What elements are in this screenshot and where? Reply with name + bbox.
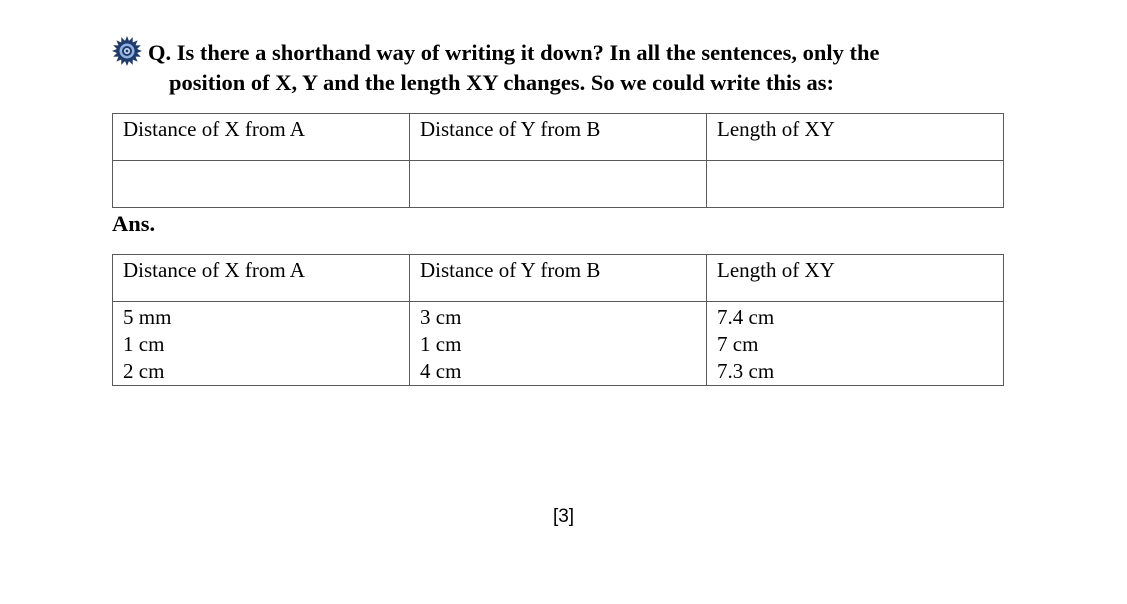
- distance-x-value: 2 cm: [123, 359, 165, 383]
- blank-answer-table: [112, 113, 1004, 208]
- table-row: [113, 302, 1004, 386]
- distance-x-value: 1 cm: [123, 332, 165, 356]
- distance-y-value: 1 cm: [420, 332, 462, 356]
- distance-x-value: 5 mm: [123, 305, 172, 329]
- header-distance-x: Distance of X from A: [113, 255, 410, 302]
- header-distance-x: Distance of X from A: [113, 114, 410, 161]
- distance-y-value: 3 cm: [420, 305, 462, 329]
- table-header-row: [113, 114, 1004, 161]
- blank-cell: [410, 161, 707, 208]
- distance-y-value: 4 cm: [420, 359, 462, 383]
- gear-flower-icon: [112, 36, 142, 66]
- table-header-row: [113, 255, 1004, 302]
- distance-y-values-cell: [410, 302, 707, 386]
- blank-cell: [113, 161, 410, 208]
- question-line-2: position of X, Y and the length XY changes. So we could write this as:: [169, 70, 835, 95]
- length-xy-value: 7.3 cm: [717, 359, 775, 383]
- header-distance-y: Distance of Y from B: [410, 114, 707, 161]
- length-xy-values-cell: [707, 302, 1004, 386]
- blank-cell: [707, 161, 1004, 208]
- answer-table: [112, 254, 1004, 386]
- header-distance-y: Distance of Y from B: [410, 255, 707, 302]
- length-xy-value: 7.4 cm: [717, 305, 775, 329]
- answer-label: Ans.: [112, 211, 156, 236]
- distance-x-values-cell: [113, 302, 410, 386]
- page-number: [3]: [552, 506, 575, 527]
- question-line-1: Q. Is there a shorthand way of writing it down? In all the sentences, only the: [148, 40, 880, 65]
- table-row: [113, 161, 1004, 208]
- length-xy-value: 7 cm: [717, 332, 759, 356]
- header-length-xy: Length of XY: [707, 114, 1004, 161]
- header-length-xy: Length of XY: [707, 255, 1004, 302]
